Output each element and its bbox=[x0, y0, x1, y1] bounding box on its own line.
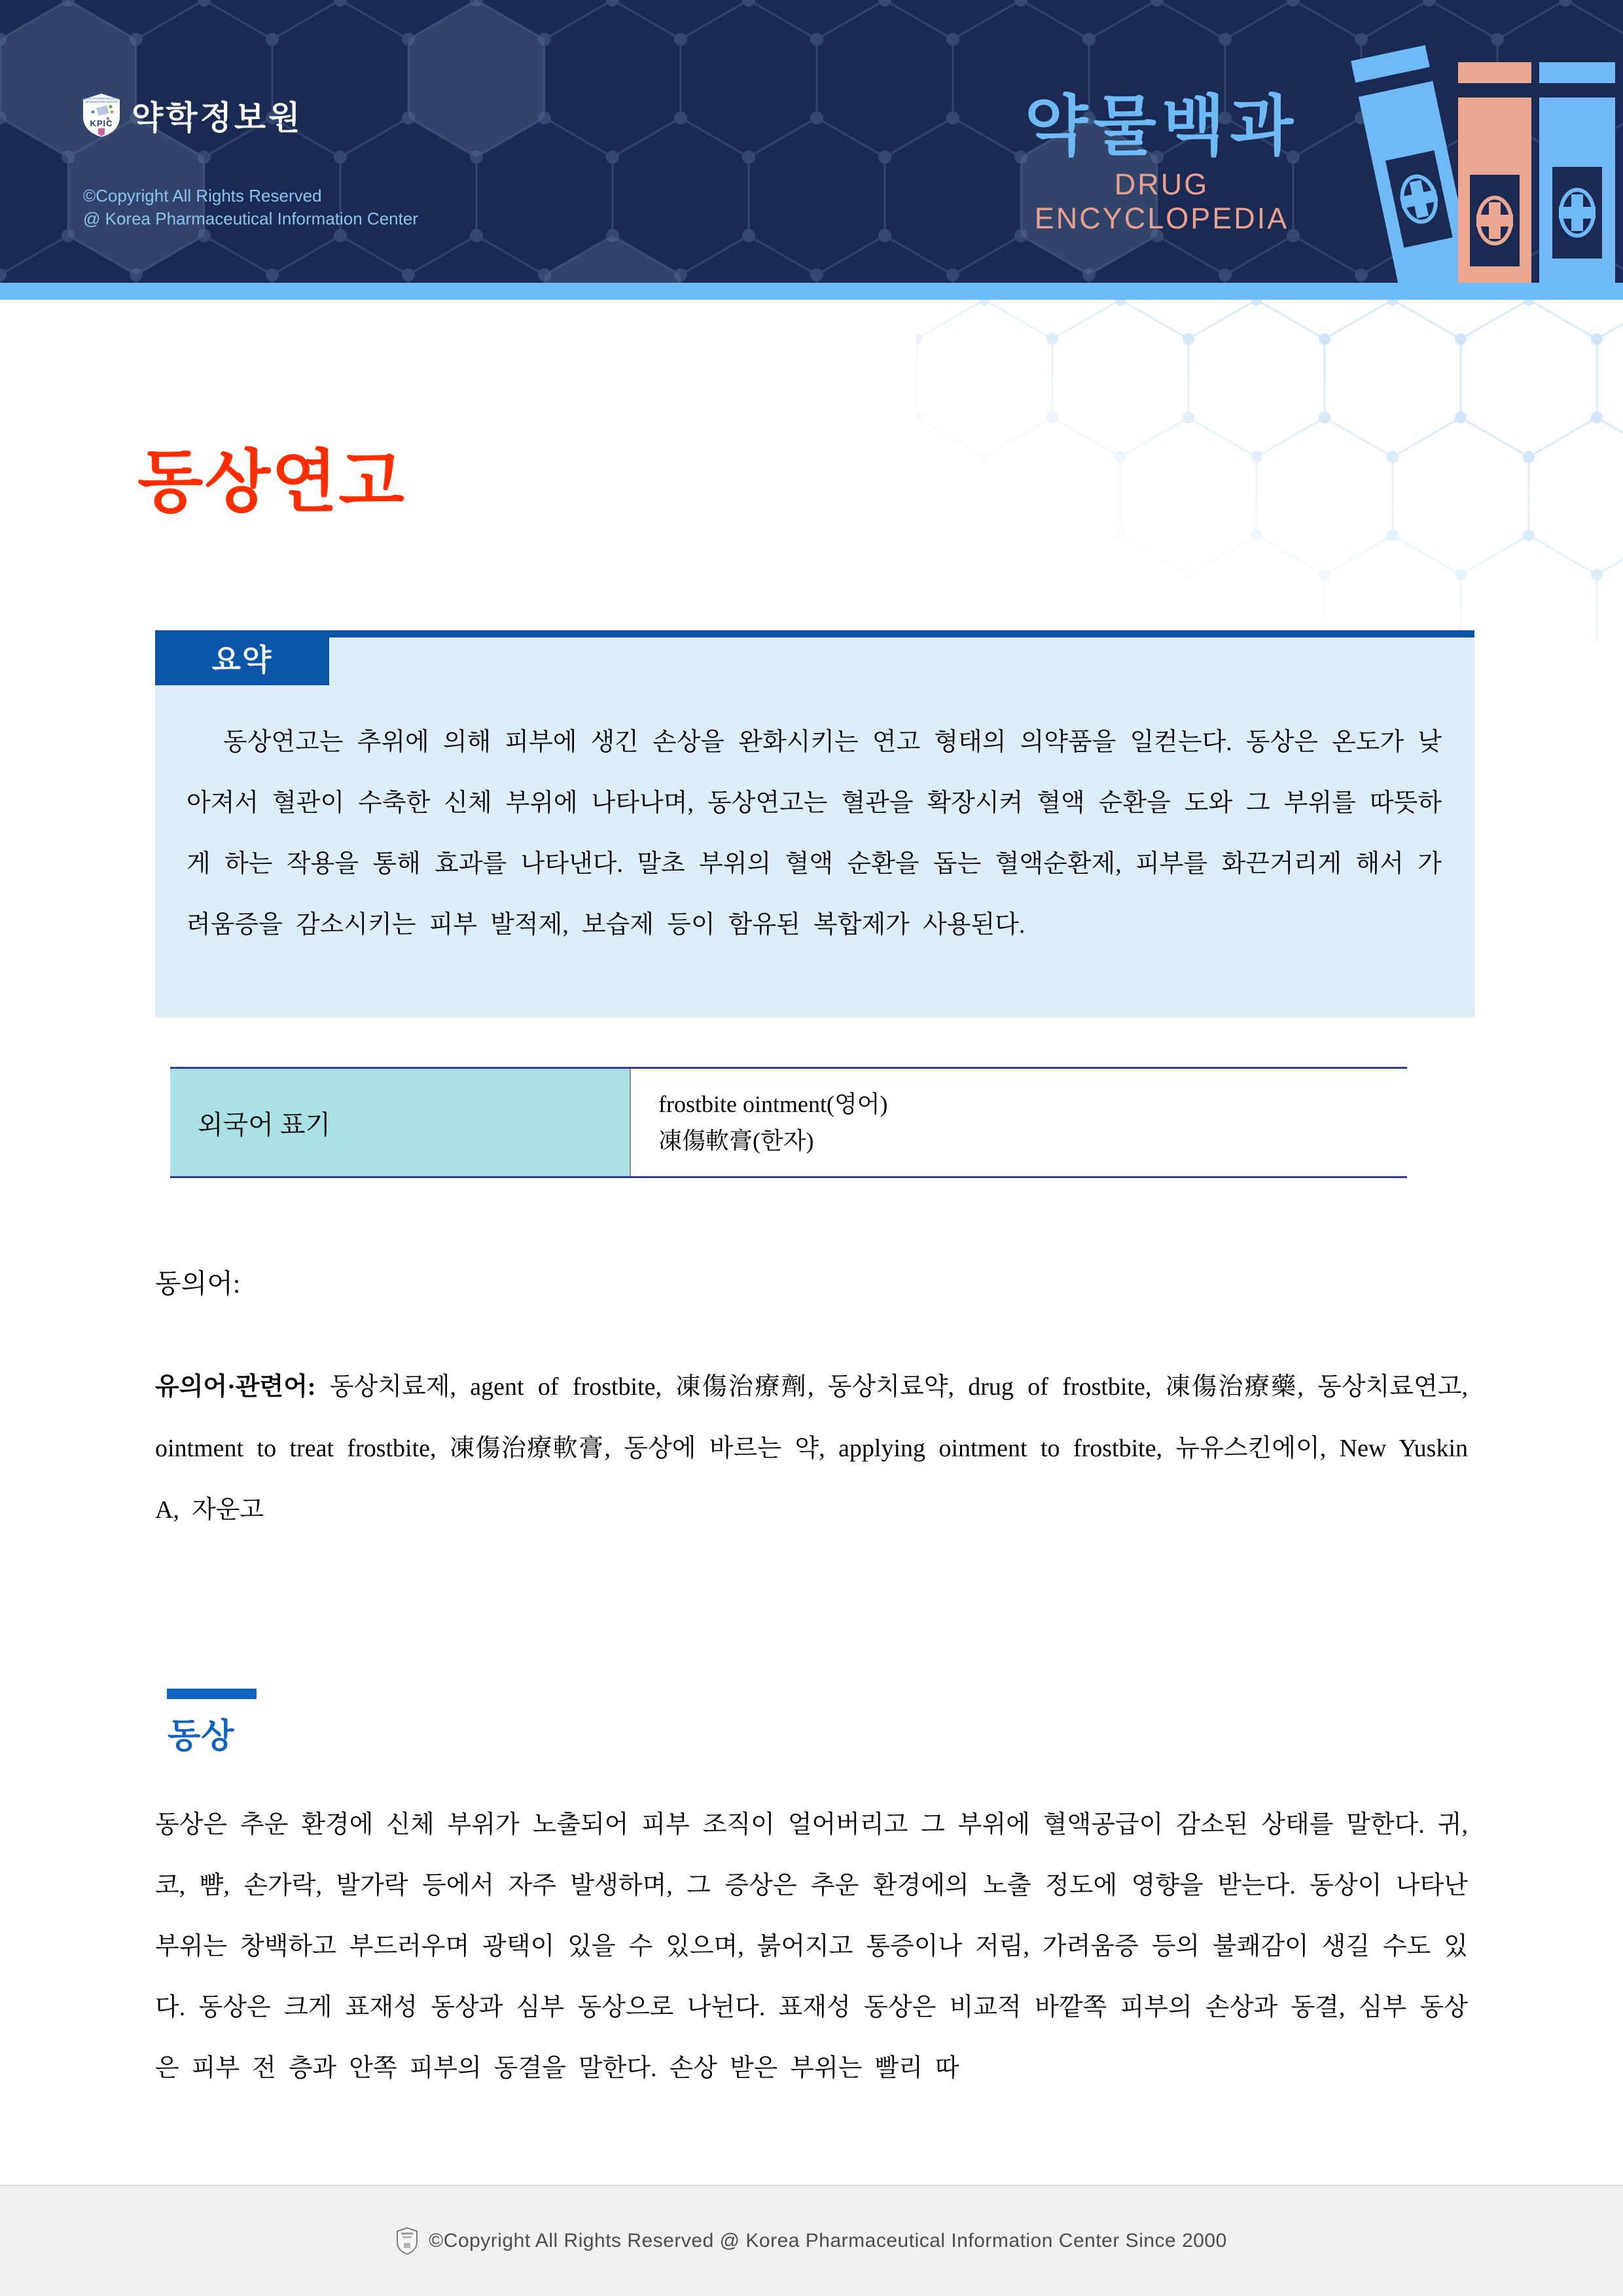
logo-microtext-1: KOREA PHARMACEUTICAL bbox=[82, 97, 121, 100]
header-accent-strip bbox=[0, 283, 1623, 300]
page-header bbox=[0, 0, 1623, 283]
header-copyright-line1: ©Copyright All Rights Reserved bbox=[83, 186, 322, 206]
footer-kpic-shield-icon bbox=[396, 2227, 418, 2255]
hexagon-light-decoration bbox=[916, 300, 1623, 640]
book-blue bbox=[1539, 62, 1615, 283]
medicine-books-illustration bbox=[1335, 36, 1623, 283]
page-title: 동상연고 bbox=[137, 444, 406, 520]
book-salmon bbox=[1458, 62, 1531, 283]
org-name: 약학정보원 bbox=[132, 99, 303, 136]
logo-kpic-text: KPIC bbox=[90, 118, 113, 128]
header-copyright-line2: @ Korea Pharmaceutical Information Center bbox=[83, 209, 418, 228]
foreign-word-table bbox=[170, 1067, 1407, 1178]
header-copyright bbox=[83, 185, 418, 230]
related-terms-body: 동상치료제, agent of frostbite, 凍傷治療劑, 동상치료약, drug of frostbite, 凍傷治療藥, 동상치료연고, ointment to treat frostbite, 凍傷治療軟膏, 동상에 바르는 약, applying ointment to frostbite, 뉴유스킨에이, New Yuskin A, 자운고 bbox=[155, 1373, 1468, 1524]
footer-copyright: ©Copyright All Rights Reserved @ Korea Pharmaceutical Information Center Since 2000 bbox=[429, 2230, 1227, 2251]
foreign-word-header-cell: 외국어 표기 bbox=[170, 1069, 630, 1176]
foreign-word-value-cell bbox=[631, 1069, 1407, 1176]
foreign-word-hanja: 凍傷軟膏(한자) bbox=[658, 1128, 814, 1154]
section-body: 동상은 추운 환경에 신체 부위가 노출되어 피부 조직이 얼어버리고 그 부위에 혈액공급이 감소된 상태를 말한다. 귀, 코, 뺨, 손가락, 발가락 등에서 자주 발생하며, 그 증상은 추운 환경에의 노출 정도에 영향을 받는다. 동상이 나타난 부위는 창백하고 부드러우며 광택이 있을 수 있으며, 붉어지고 통증이나 저림, 가려움증 등의 불쾌감이 생길 수도 있다. 동상은 크게 표재성 동상과 심부 동상으로 나뉜다. 표재성 동상은 비교적 바깥쪽 피부의 손상과 동결, 심부 동상은 피부 전 층과 안쪽 피부의 동결을 말한다. 손상 받은 부위는 빨리 따 bbox=[155, 1811, 1468, 2082]
logo-microtext-2: INFORMATION CENTER bbox=[84, 100, 118, 103]
foreign-word-english: frostbite ointment(영어) bbox=[658, 1091, 888, 1117]
summary-top-border bbox=[329, 630, 1474, 637]
synonym-label: 동의어: bbox=[155, 1268, 241, 1299]
brand-block bbox=[991, 90, 1332, 236]
summary-badge: 요약 bbox=[155, 630, 329, 685]
related-terms-paragraph bbox=[155, 1356, 1468, 1541]
section-heading-bar bbox=[167, 1689, 257, 1699]
summary-body: 동상연고는 추위에 의해 피부에 생긴 손상을 완화시키는 연고 형태의 의약품을 일컫는다. 동상은 온도가 낮아져서 혈관이 수축한 신체 부위에 나타나며, 동상연고는 혈관을 확장시켜 혈액 순환을 도와 그 부위를 따뜻하게 하는 작용을 통해 효과를 나타낸다. 말초 부위의 혈액 순환을 돕는 혈액순환제, 피부를 화끈거리게 해서 가려움증을 감소시키는 피부 발적제, 보습제 등이 함유된 복합제가 사용된다. bbox=[187, 728, 1442, 939]
section-heading: 동상 bbox=[168, 1717, 235, 1755]
book-tilted bbox=[1351, 45, 1476, 283]
brand-title: 약물백과 bbox=[1024, 90, 1299, 163]
related-terms-label: 유의어·관련어: bbox=[155, 1373, 316, 1401]
brand-subtitle: DRUG ENCYCLOPEDIA bbox=[1034, 168, 1289, 235]
page-footer bbox=[0, 2185, 1623, 2296]
kpic-logo-block bbox=[80, 92, 303, 139]
kpic-logo-icon bbox=[80, 92, 122, 138]
